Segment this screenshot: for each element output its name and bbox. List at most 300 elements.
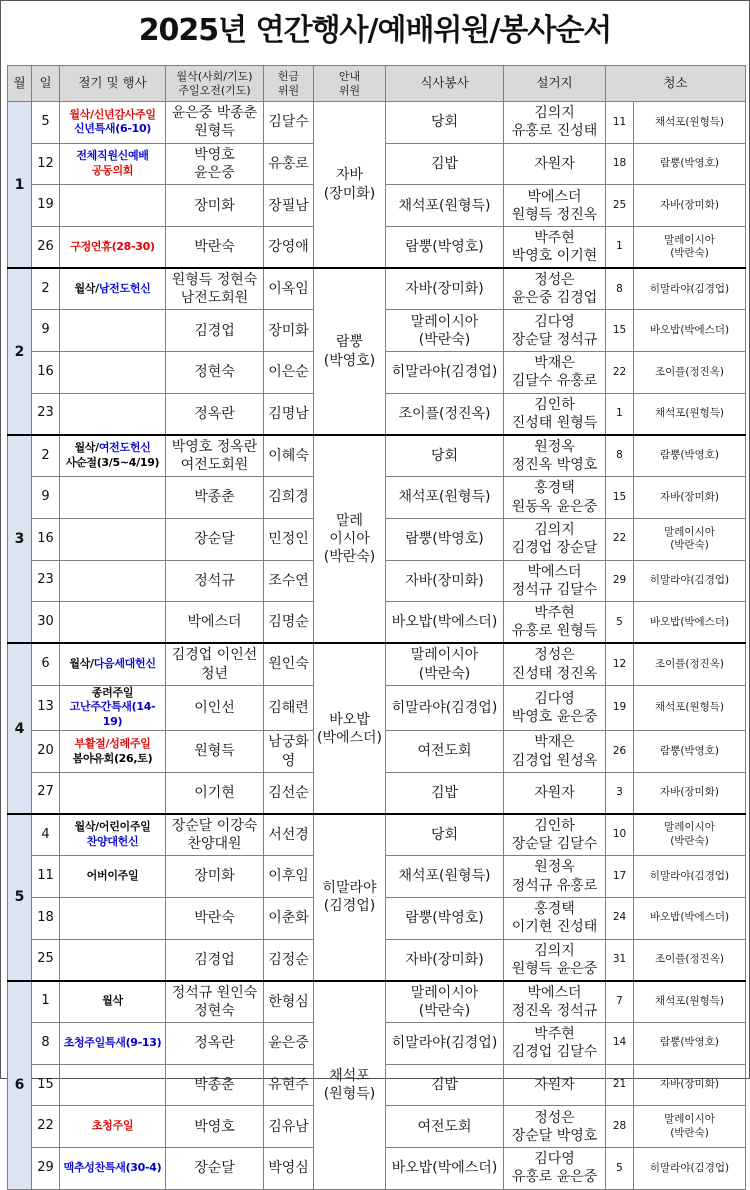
offering-cell	[264, 477, 314, 519]
cleaning-number-cell: 17	[606, 856, 634, 898]
meal-line: 람뿡(박영호)	[405, 239, 484, 256]
dishes-cell	[504, 102, 606, 144]
event-cell	[60, 477, 166, 519]
meal-line: 히말라야(김경업)	[391, 364, 498, 381]
dishes-line: 김의지	[534, 105, 575, 122]
cleaning-line: 말레이시아	[664, 233, 715, 246]
meal-line: 자바(장미화)	[405, 572, 484, 589]
event-text: 어버이주일	[86, 869, 139, 883]
offering-line: 김명순	[268, 614, 309, 631]
event-text: 여전도헌신	[98, 441, 151, 455]
event-cell	[60, 1106, 166, 1148]
table-row	[8, 268, 746, 310]
dishes-cell	[504, 393, 606, 435]
prayer-cell	[166, 227, 264, 269]
prayer-line: 박종춘	[194, 1076, 235, 1093]
prayer-cell	[166, 685, 264, 731]
meal-cell	[386, 643, 504, 685]
prayer-line: 이기현	[194, 784, 235, 801]
meal-cell	[386, 897, 504, 939]
cleaning-line: 히말라야(김경업)	[649, 282, 730, 295]
meal-line: 말레이시아	[410, 647, 479, 664]
prayer-line: 김경업 이인선	[171, 647, 258, 664]
dishes-cell	[504, 1148, 606, 1190]
meal-line: 채석포(원형득)	[398, 197, 491, 214]
cleaning-team-cell	[634, 1148, 746, 1190]
prayer-line: 여전도회원	[180, 457, 249, 474]
cleaning-line: 조이플(정진옥)	[654, 952, 725, 965]
cleaning-number-cell: 15	[606, 310, 634, 352]
prayer-line: 장순달	[194, 1160, 235, 1177]
prayer-cell	[166, 268, 264, 310]
meal-cell	[386, 393, 504, 435]
offering-cell	[264, 814, 314, 856]
offering-line: 김정순	[268, 951, 309, 968]
month-cell: 6	[8, 981, 32, 1189]
usher-line: (박영호)	[323, 352, 376, 369]
dishes-cell	[504, 560, 606, 602]
dishes-cell	[504, 685, 606, 731]
offering-cell	[264, 393, 314, 435]
cleaning-number-cell: 12	[606, 643, 634, 685]
usher-line: (장미화)	[323, 185, 376, 202]
prayer-line: 박영호 정옥란	[171, 438, 258, 455]
offering-cell	[264, 897, 314, 939]
meal-line: 당회	[430, 114, 459, 131]
meal-cell	[386, 352, 504, 394]
offering-cell	[264, 143, 314, 185]
dishes-cell	[504, 143, 606, 185]
header-offering-line2: 위원	[277, 83, 300, 97]
dishes-line: 진성태 정진옥	[511, 665, 598, 682]
meal-line: 여전도회	[417, 1118, 472, 1135]
header-cleaning: 청소	[606, 66, 746, 102]
day-cell: 13	[32, 685, 60, 731]
meal-line: (박란숙)	[418, 665, 471, 682]
event-text: 구정연휴(28-30)	[70, 239, 155, 253]
cleaning-line: 람뿡(박영호)	[660, 157, 719, 170]
usher-cell	[314, 643, 386, 814]
offering-cell	[264, 518, 314, 560]
cleaning-line: 바오밥(박에스더)	[649, 323, 730, 336]
day-cell: 8	[32, 1022, 60, 1064]
meal-line: 채석포(원형득)	[398, 868, 491, 885]
month-cell: 2	[8, 268, 32, 435]
prayer-line: 정현숙	[194, 364, 235, 381]
day-cell: 15	[32, 1064, 60, 1106]
event-cell	[60, 268, 166, 310]
day-cell: 4	[32, 814, 60, 856]
cleaning-line: 채석포(원형득)	[654, 115, 725, 128]
cleaning-team-cell	[634, 518, 746, 560]
offering-cell	[264, 1148, 314, 1190]
dishes-line: 박재은	[534, 355, 575, 372]
offering-cell	[264, 939, 314, 981]
event-cell	[60, 518, 166, 560]
event-text: 월삭/	[74, 281, 99, 295]
dishes-cell	[504, 310, 606, 352]
offering-cell	[264, 1106, 314, 1148]
offering-cell	[264, 268, 314, 310]
usher-line: 람뿡	[335, 334, 364, 351]
day-cell: 27	[32, 772, 60, 814]
cleaning-line: (박란숙)	[670, 247, 709, 260]
event-text: 월삭/	[69, 107, 94, 121]
offering-cell	[264, 1064, 314, 1106]
prayer-cell	[166, 897, 264, 939]
meal-cell	[386, 685, 504, 731]
cleaning-line: 람뿡(박영호)	[660, 1036, 719, 1049]
cleaning-team-cell	[634, 1064, 746, 1106]
offering-cell	[264, 731, 314, 773]
header-usher	[314, 66, 386, 102]
page-title: 2025년 연간행사/예배위원/봉사순서	[138, 13, 612, 48]
day-cell: 23	[32, 393, 60, 435]
event-cell	[60, 435, 166, 477]
cleaning-team-cell	[634, 102, 746, 144]
meal-line: 김밥	[430, 155, 459, 172]
cleaning-number-cell: 21	[606, 1064, 634, 1106]
prayer-cell	[166, 310, 264, 352]
day-cell: 2	[32, 268, 60, 310]
cleaning-team-cell	[634, 643, 746, 685]
dishes-line: 정성은	[534, 647, 575, 664]
meal-line: 히말라야(김경업)	[391, 1035, 498, 1052]
meal-line: 당회	[430, 448, 459, 464]
event-cell	[60, 685, 166, 731]
usher-cell	[314, 268, 386, 435]
cleaning-number-cell: 8	[606, 268, 634, 310]
prayer-cell	[166, 1106, 264, 1148]
cleaning-team-cell	[634, 560, 746, 602]
usher-cell	[314, 981, 386, 1189]
event-cell	[60, 1022, 166, 1064]
dishes-cell	[504, 939, 606, 981]
header-dishes: 설거지	[504, 66, 606, 102]
cleaning-number-cell: 31	[606, 939, 634, 981]
cleaning-number-cell: 18	[606, 143, 634, 185]
prayer-cell	[166, 981, 264, 1023]
prayer-cell	[166, 518, 264, 560]
dishes-line: 김다영	[534, 690, 575, 707]
prayer-line: 윤은중 박종춘	[171, 105, 258, 122]
meal-cell	[386, 477, 504, 519]
prayer-cell	[166, 1148, 264, 1190]
day-cell: 22	[32, 1106, 60, 1148]
meal-line: (박란숙)	[418, 1002, 471, 1019]
day-cell: 12	[32, 143, 60, 185]
meal-line: 바오밥(박에스더)	[391, 614, 498, 631]
offering-cell	[264, 602, 314, 644]
meal-cell	[386, 227, 504, 269]
usher-line: 바오밥	[329, 711, 370, 728]
dishes-cell	[504, 268, 606, 310]
prayer-cell	[166, 560, 264, 602]
cleaning-number-cell: 24	[606, 897, 634, 939]
cleaning-line: 바오밥(박에스더)	[649, 911, 730, 924]
offering-cell	[264, 352, 314, 394]
header-usher-line2: 위원	[338, 83, 361, 97]
cleaning-line: 채석포(원형득)	[654, 407, 725, 420]
meal-cell	[386, 814, 504, 856]
prayer-line: 이인선	[194, 699, 235, 716]
cleaning-team-cell	[634, 1022, 746, 1064]
event-text: 종려주일	[91, 685, 134, 699]
offering-cell	[264, 560, 314, 602]
event-text: 신년감사주일	[93, 107, 156, 121]
event-cell	[60, 772, 166, 814]
meal-line: 람뿡(박영호)	[405, 910, 484, 927]
prayer-line: 정석규 원인숙	[171, 984, 258, 1001]
dishes-line: 박영호 윤은중	[511, 708, 598, 725]
event-cell	[60, 1064, 166, 1106]
dishes-line: 정성은	[534, 272, 575, 289]
meal-cell	[386, 1148, 504, 1190]
cleaning-team-cell	[634, 352, 746, 394]
prayer-line: 장순달 이강숙	[171, 817, 258, 834]
event-cell	[60, 393, 166, 435]
day-cell: 5	[32, 102, 60, 144]
cleaning-team-cell	[634, 268, 746, 310]
offering-line: 남궁화	[268, 734, 309, 751]
dishes-line: 정석규 유홍로	[511, 877, 598, 894]
day-cell: 6	[32, 643, 60, 685]
dishes-line: 자원자	[534, 784, 575, 801]
cleaning-team-cell	[634, 227, 746, 269]
dishes-cell	[504, 602, 606, 644]
meal-cell	[386, 1064, 504, 1106]
cleaning-number-cell: 5	[606, 1148, 634, 1190]
dishes-line: 장순달 박영호	[511, 1127, 598, 1144]
dishes-line: 박주현	[534, 1026, 575, 1043]
table-row	[8, 102, 746, 144]
dishes-cell	[504, 856, 606, 898]
prayer-line: 청년	[200, 665, 229, 682]
table-row	[8, 643, 746, 685]
prayer-cell	[166, 814, 264, 856]
offering-line: 조수연	[268, 572, 309, 589]
dishes-line: 정석규 김달수	[511, 581, 598, 598]
dishes-cell	[504, 352, 606, 394]
dishes-line: 홍경택	[534, 480, 575, 497]
cleaning-team-cell	[634, 814, 746, 856]
meal-line: 히말라야(김경업)	[391, 699, 498, 716]
prayer-cell	[166, 185, 264, 227]
cleaning-line: (박란숙)	[670, 539, 709, 552]
meal-line: 바오밥(박에스더)	[391, 1160, 498, 1177]
meal-cell	[386, 1022, 504, 1064]
dishes-line: 김인하	[534, 817, 575, 834]
cleaning-team-cell	[634, 602, 746, 644]
event-text: 월삭/어린이주일	[74, 820, 151, 834]
dishes-line: 정성은	[534, 1109, 575, 1126]
cleaning-line: 채석포(원형득)	[654, 995, 725, 1008]
offering-cell	[264, 310, 314, 352]
cleaning-number-cell: 8	[606, 435, 634, 477]
usher-line: (박에스더)	[316, 729, 383, 746]
event-cell	[60, 939, 166, 981]
event-text: 월삭	[102, 994, 123, 1008]
offering-line: 서선경	[268, 827, 309, 844]
dishes-cell	[504, 435, 606, 477]
event-cell	[60, 814, 166, 856]
prayer-cell	[166, 856, 264, 898]
day-cell: 20	[32, 731, 60, 773]
event-cell	[60, 143, 166, 185]
dishes-line: 윤은중 김경업	[511, 290, 598, 307]
offering-cell	[264, 435, 314, 477]
usher-line: 말레	[335, 512, 364, 529]
header-prayer-line2: 주일오전(기도)	[178, 83, 251, 97]
dishes-line: 유홍로 진성태	[511, 123, 598, 140]
meal-cell	[386, 102, 504, 144]
event-text: 신년특새(6-10)	[73, 122, 152, 136]
cleaning-number-cell: 5	[606, 602, 634, 644]
dishes-cell	[504, 897, 606, 939]
meal-cell	[386, 268, 504, 310]
cleaning-number-cell: 22	[606, 518, 634, 560]
usher-line: (원형득)	[323, 1086, 376, 1103]
day-cell: 1	[32, 981, 60, 1023]
dishes-line: 유홍로 원형득	[511, 623, 598, 640]
day-cell: 18	[32, 897, 60, 939]
event-cell	[60, 102, 166, 144]
prayer-line: 정현숙	[194, 1002, 235, 1019]
meal-line: 당회	[430, 827, 459, 844]
header-meal: 식사봉사	[386, 66, 504, 102]
dishes-line: 원형득 윤은중	[511, 960, 598, 977]
cleaning-team-cell	[634, 856, 746, 898]
dishes-line: 장순달 정석규	[511, 331, 598, 348]
header-row	[8, 66, 746, 102]
dishes-line: 원정옥	[534, 859, 575, 876]
event-text: 남전도헌신	[98, 281, 151, 295]
meal-line: 여전도회	[417, 743, 472, 760]
cleaning-number-cell: 1	[606, 227, 634, 269]
prayer-cell	[166, 772, 264, 814]
event-text: 월삭/	[69, 657, 94, 671]
dishes-cell	[504, 1064, 606, 1106]
dishes-line: 박재은	[534, 734, 575, 751]
day-cell: 19	[32, 185, 60, 227]
cleaning-number-cell: 28	[606, 1106, 634, 1148]
offering-line: 민정인	[268, 531, 309, 548]
dishes-cell	[504, 772, 606, 814]
header-prayer	[166, 66, 264, 102]
month-cell: 4	[8, 643, 32, 814]
event-text: 봄야유회(26,토)	[72, 751, 153, 765]
dishes-cell	[504, 185, 606, 227]
offering-cell	[264, 1022, 314, 1064]
meal-line: 조이플(정진옥)	[398, 405, 491, 422]
prayer-line: 박종춘	[194, 489, 235, 506]
offering-line: 영	[281, 752, 296, 769]
cleaning-line: 말레이시아	[664, 1113, 715, 1126]
cleaning-number-cell: 11	[606, 102, 634, 144]
usher-line: 히말라야	[322, 880, 377, 897]
day-cell: 26	[32, 227, 60, 269]
usher-line: 채석포	[329, 1068, 370, 1085]
cleaning-line: (박란숙)	[670, 1126, 709, 1139]
prayer-cell	[166, 477, 264, 519]
meal-line: 김밥	[430, 784, 459, 801]
meal-line: 채석포(원형득)	[398, 489, 491, 506]
cleaning-line: (박란숙)	[670, 835, 709, 848]
offering-cell	[264, 856, 314, 898]
event-text: 사순절(3/5~4/19)	[65, 456, 160, 470]
offering-cell	[264, 981, 314, 1023]
cleaning-team-cell	[634, 981, 746, 1023]
dishes-cell	[504, 518, 606, 560]
cleaning-line: 채석포(원형득)	[654, 701, 725, 714]
meal-cell	[386, 772, 504, 814]
meal-cell	[386, 518, 504, 560]
offering-line: 김달수	[268, 114, 309, 131]
prayer-line: 정옥란	[194, 405, 235, 422]
cleaning-number-cell: 15	[606, 477, 634, 519]
meal-line: 자바(장미화)	[405, 281, 484, 298]
offering-line: 한형심	[268, 993, 309, 1010]
offering-line: 이후임	[268, 868, 309, 885]
prayer-line: 원형득	[194, 743, 235, 760]
event-cell	[60, 981, 166, 1023]
prayer-line: 박영호	[194, 1118, 235, 1135]
header-day: 일	[32, 66, 60, 102]
dishes-line: 정진옥 정석규	[511, 1002, 598, 1019]
event-text: 부활절/성례주일	[74, 736, 151, 750]
header-offering	[264, 66, 314, 102]
dishes-line: 김경업 김달수	[511, 1044, 598, 1061]
header-usher-line1: 안내	[338, 69, 361, 83]
cleaning-number-cell: 14	[606, 1022, 634, 1064]
event-cell	[60, 185, 166, 227]
month-cell: 3	[8, 435, 32, 643]
prayer-cell	[166, 731, 264, 773]
cleaning-team-cell	[634, 731, 746, 773]
offering-line: 강영애	[268, 239, 309, 256]
offering-cell	[264, 227, 314, 269]
prayer-cell	[166, 143, 264, 185]
usher-cell	[314, 814, 386, 981]
day-cell: 2	[32, 435, 60, 477]
prayer-cell	[166, 435, 264, 477]
prayer-line: 장미화	[194, 197, 235, 214]
event-text: 공동의회	[91, 164, 134, 178]
header-prayer-line1: 월삭(사회/기도)	[176, 69, 253, 83]
prayer-line: 김경업	[194, 322, 235, 339]
dishes-line: 원정옥	[534, 438, 575, 455]
day-cell: 9	[32, 310, 60, 352]
event-text: 맥추성찬특새(30-4)	[63, 1160, 162, 1174]
header-event: 절기 및 행사	[60, 66, 166, 102]
prayer-line: 장미화	[194, 868, 235, 885]
prayer-cell	[166, 1064, 264, 1106]
dishes-line: 김의지	[534, 522, 575, 539]
event-text: 초청주일	[91, 1119, 134, 1133]
dishes-line: 원동옥 윤은중	[511, 498, 598, 515]
offering-cell	[264, 772, 314, 814]
cleaning-line: 조이플(정진옥)	[654, 365, 725, 378]
offering-line: 이은순	[268, 364, 309, 381]
offering-line: 장필남	[268, 197, 309, 214]
prayer-cell	[166, 939, 264, 981]
dishes-line: 김인하	[534, 396, 575, 413]
event-text: 고난주간특새(14-19)	[69, 700, 156, 729]
prayer-line: 원형득	[194, 123, 235, 140]
cleaning-line: 자바(장미화)	[660, 786, 719, 799]
event-cell	[60, 856, 166, 898]
dishes-line: 김다영	[534, 1151, 575, 1168]
